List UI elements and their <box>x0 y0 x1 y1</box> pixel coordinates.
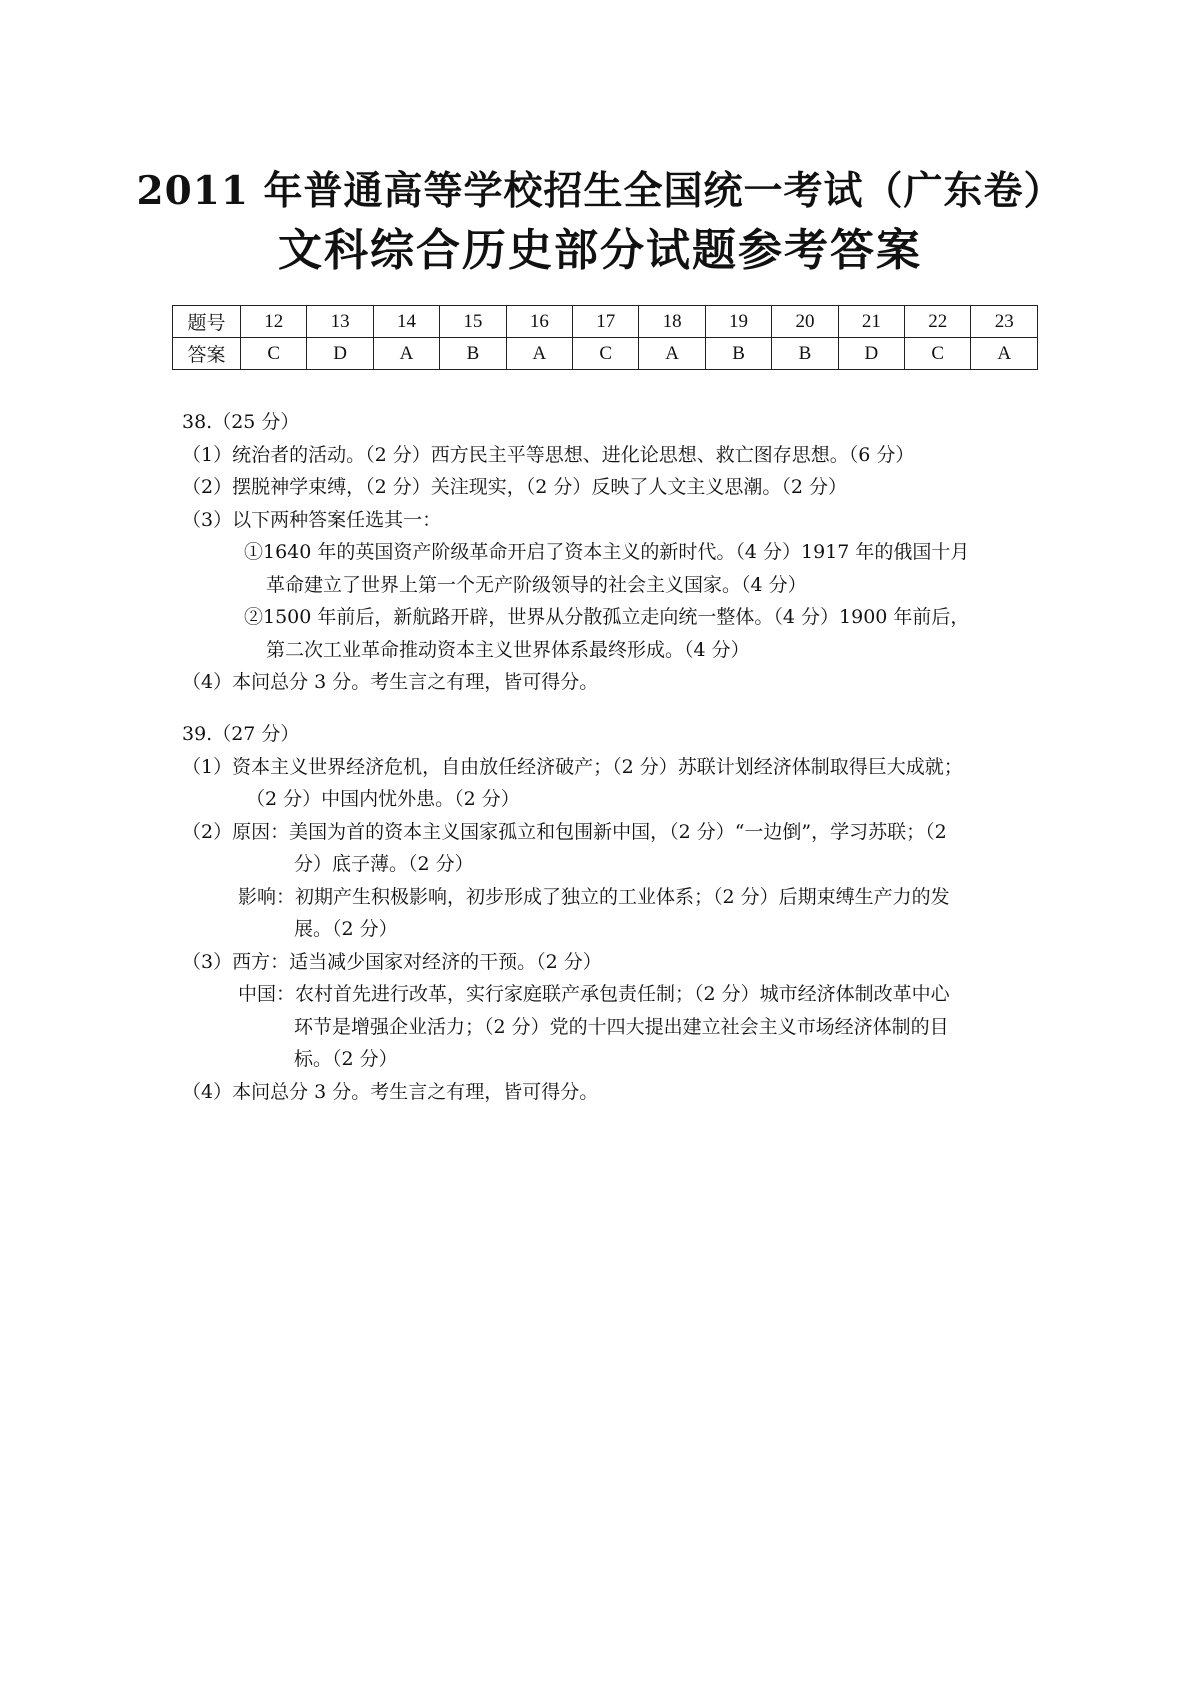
answer-cell: C <box>241 338 307 370</box>
question-number-cell: 23 <box>971 306 1038 338</box>
answer-cell: A <box>506 338 572 370</box>
answer-cell: A <box>639 338 705 370</box>
question-38-line: ②1500 年前后，新航路开辟，世界从分散孤立走向统一整体。（4 分）1900 年前后， <box>244 606 970 628</box>
question-39-line: （2 分）中国内忧外患。（2 分） <box>246 788 520 810</box>
row-header-answer: 答案 <box>173 338 241 370</box>
question-39-line: 展。（2 分） <box>294 918 398 940</box>
question-number-cell: 13 <box>307 306 373 338</box>
question-number-cell: 17 <box>573 306 639 338</box>
question-number-cell: 15 <box>440 306 506 338</box>
question-number-cell: 22 <box>905 306 971 338</box>
question-38-line: ①1640 年的英国资产阶级革命开启了资本主义的新时代。（4 分）1917 年的俄国十月 <box>244 541 970 563</box>
question-38-section <box>182 406 969 699</box>
question-39-heading: 39.（27 分） <box>182 723 300 745</box>
row-header-number: 题号 <box>173 306 241 338</box>
answer-cell: B <box>705 338 771 370</box>
question-38-heading: 38.（25 分） <box>182 411 300 433</box>
question-number-cell: 16 <box>506 306 572 338</box>
question-39-line: （2）原因：美国为首的资本主义国家孤立和包围新中国，（2 分）“一边倒”，学习苏联；（2 <box>182 820 947 843</box>
question-number-cell: 14 <box>373 306 439 338</box>
answer-cell: B <box>440 338 506 370</box>
question-38-line: （1）统治者的活动。（2 分）西方民主平等思想、进化论思想、救亡图存思想。（6 分） <box>182 443 915 466</box>
question-number-cell: 20 <box>772 306 838 338</box>
question-number-cell: 18 <box>639 306 705 338</box>
question-38-line: （3）以下两种答案任选其一： <box>182 508 442 531</box>
question-38-line: 革命建立了世界上第一个无产阶级领导的社会主义国家。（4 分） <box>266 573 807 596</box>
question-38-line: （4）本问总分 3 分。考生言之有理，皆可得分。 <box>182 671 599 693</box>
answer-cell: D <box>838 338 904 370</box>
question-number-row <box>173 306 1038 338</box>
question-number-cell: 12 <box>241 306 307 338</box>
question-38-line: （2）摆脱神学束缚，（2 分）关注现实，（2 分）反映了人文主义思潮。（2 分） <box>182 476 847 498</box>
question-39-line: 分）底子薄。（2 分） <box>294 853 474 875</box>
question-number-cell: 19 <box>705 306 771 338</box>
answer-cell: B <box>772 338 838 370</box>
question-39-section <box>182 718 963 1108</box>
answer-row <box>173 338 1038 370</box>
question-39-line: 中国：农村首先进行改革，实行家庭联产承包责任制；（2 分）城市经济体制改革中心 <box>238 983 950 1005</box>
question-39-line: （3）西方：适当减少国家对经济的干预。（2 分） <box>182 950 602 973</box>
answer-cell: C <box>905 338 971 370</box>
question-39-line: 环节是增强企业活力；（2 分）党的十四大提出建立社会主义市场经济体制的目 <box>294 1015 949 1038</box>
question-39-line: 影响：初期产生积极影响，初步形成了独立的工业体系；（2 分）后期束缚生产力的发 <box>238 885 950 908</box>
answer-cell: A <box>373 338 439 370</box>
question-39-line: 标。（2 分） <box>294 1048 398 1070</box>
question-39-line: （4）本问总分 3 分。考生言之有理，皆可得分。 <box>182 1080 599 1103</box>
question-38-line: 第二次工业革命推动资本主义世界体系最终形成。（4 分） <box>266 638 750 661</box>
answer-table <box>172 305 1038 370</box>
question-39-line: （1）资本主义世界经济危机，自由放任经济破产；（2 分）苏联计划经济体制取得巨大成就； <box>182 755 963 778</box>
answer-cell: A <box>971 338 1038 370</box>
question-number-cell: 21 <box>838 306 904 338</box>
exam-title: 2011 年普通高等学校招生全国统一考试（广东卷） <box>136 168 1064 214</box>
answer-key-subtitle: 文科综合历史部分试题参考答案 <box>278 225 922 276</box>
answer-cell: C <box>573 338 639 370</box>
answer-cell: D <box>307 338 373 370</box>
